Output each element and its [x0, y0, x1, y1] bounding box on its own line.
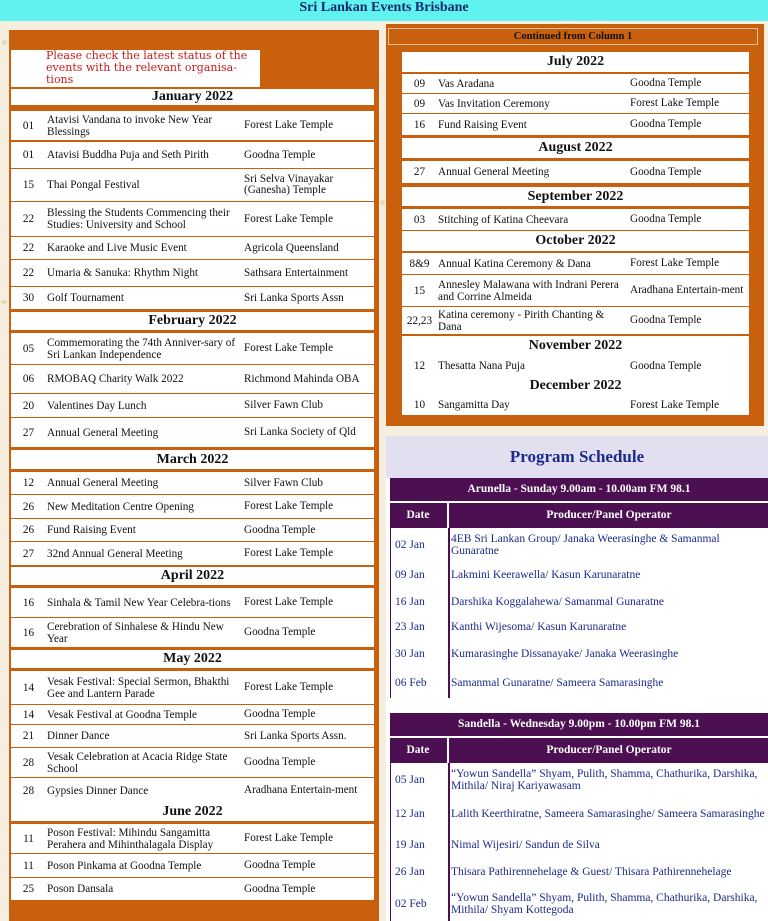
- month-heading: November 2022: [402, 336, 749, 356]
- event-date: 28: [22, 784, 35, 797]
- program-date: 02 Feb: [395, 897, 427, 910]
- program-producer: Lalith Keerthiratne, Sameera Samarasinghe/ Sameera Samarasinghe: [451, 807, 765, 820]
- event-name: Stitching of Katina Cheevara: [438, 213, 569, 226]
- event-date: 22: [22, 242, 35, 254]
- status-notice: Please check the latest status of the events with the relevant organisa-tions: [11, 50, 260, 87]
- background-speck: [2, 40, 7, 45]
- event-venue: Forest Lake Temple: [244, 500, 334, 512]
- event-date: 22: [22, 267, 35, 279]
- event-name: Vas Invitation Ceremony: [438, 97, 550, 110]
- event-name: Umaria & Sanuka: Rhythm Night: [47, 267, 199, 279]
- event-row: [11, 418, 374, 447]
- event-name: Commemorating the 74th Anniver-sary of Sri Lankan Independence: [47, 336, 236, 361]
- event-date: 14: [22, 681, 35, 694]
- event-venue: Goodna Temple: [630, 77, 702, 89]
- event-date: 11: [23, 859, 34, 872]
- program-date: 09 Jan: [395, 569, 425, 581]
- event-name: Karaoke and Live Music Event: [47, 242, 187, 254]
- month-heading: October 2022: [402, 231, 749, 251]
- program-table-body: [390, 528, 768, 698]
- event-row: [11, 142, 374, 168]
- program-date: 12 Jan: [395, 807, 425, 820]
- event-row: [11, 333, 374, 364]
- event-date: 14: [22, 708, 35, 721]
- event-venue: Forest Lake Temple: [244, 119, 334, 131]
- column-separator: [447, 503, 449, 528]
- event-date: 27: [22, 547, 35, 560]
- event-date: 11: [23, 832, 34, 845]
- event-date: 16: [413, 118, 426, 131]
- program-table-header: [390, 503, 768, 528]
- event-row: [11, 260, 374, 286]
- event-row: [402, 161, 749, 183]
- event-date: 15: [22, 179, 35, 191]
- event-venue: Goodna Temple: [244, 859, 316, 871]
- event-venue: Goodna Temple: [244, 148, 316, 161]
- event-row: [11, 748, 374, 777]
- event-name: Cerebration of Sinhalese & Hindu New Year: [47, 620, 224, 645]
- event-row: [11, 618, 374, 647]
- event-row: [11, 588, 374, 617]
- event-name: Thesatta Nana Puja: [438, 360, 525, 372]
- event-name: Vas Aradana: [438, 77, 495, 90]
- event-name: Blessing the Students Commencing their Studies: University and School: [47, 207, 230, 231]
- event-name: Gypsies Dinner Dance: [47, 784, 149, 797]
- event-venue: Silver Fawn Club: [244, 476, 323, 489]
- event-row: [11, 519, 374, 541]
- program-date: 16 Jan: [395, 595, 425, 608]
- event-venue: Agricola Queensland: [244, 241, 339, 254]
- event-venue: Forest Lake Temple: [244, 342, 334, 354]
- event-row: [11, 237, 374, 259]
- event-date: 28: [22, 756, 35, 769]
- event-venue: Goodna Temple: [244, 708, 316, 720]
- background-speck: [1, 300, 7, 304]
- event-date: 21: [22, 730, 35, 742]
- program-producer: Nimal Wijesiri/ Sandun de Silva: [451, 838, 600, 851]
- program-schedule-title: Program Schedule: [386, 436, 768, 478]
- event-venue: Forest Lake Temple: [244, 547, 334, 559]
- event-name: Thai Pongal Festival: [47, 179, 140, 191]
- event-date: 03: [413, 213, 426, 226]
- event-row: [11, 202, 374, 236]
- program-row: [391, 614, 768, 640]
- event-name: RMOBAQ Charity Walk 2022: [47, 373, 184, 385]
- event-row: [11, 824, 374, 853]
- event-date: 30: [22, 292, 35, 304]
- event-date: 22,23: [406, 314, 433, 327]
- program-producer: Thisara Pathirennehelage & Guest/ Thisara Pathirennehelage: [451, 866, 732, 878]
- event-row: [11, 778, 374, 803]
- event-venue: Goodna Temple: [630, 314, 702, 326]
- program-date: 05 Jan: [395, 773, 425, 786]
- event-venue: Sri Lanka Society of Qld: [244, 426, 356, 438]
- event-venue: Goodna Temple: [630, 359, 702, 372]
- month-heading: February 2022: [11, 312, 374, 330]
- program-block-heading: Arunella - Sunday 9.00am - 10.00am FM 98.1: [390, 478, 768, 501]
- event-name: Dinner Dance: [47, 730, 110, 742]
- event-row: [11, 542, 374, 565]
- month-heading: March 2022: [11, 450, 374, 469]
- event-name: Vesak Celebration at Acacia Ridge State School: [47, 750, 228, 775]
- event-name: 32nd Annual General Meeting: [47, 547, 183, 560]
- event-row: [402, 74, 749, 93]
- column-header-date: Date: [406, 744, 430, 756]
- month-heading: April 2022: [11, 567, 374, 585]
- event-name: Annual General Meeting: [47, 426, 159, 439]
- program-row: [391, 886, 768, 921]
- program-row: [391, 796, 768, 831]
- month-heading: August 2022: [402, 138, 749, 158]
- event-venue: Silver Fawn Club: [244, 399, 323, 411]
- event-name: Vesak Festival at Goodna Temple: [47, 708, 198, 721]
- event-date: 09: [413, 77, 426, 90]
- event-row: [11, 394, 374, 417]
- event-row: [11, 287, 374, 309]
- program-row: [391, 640, 768, 668]
- event-name: Sangamitta Day: [438, 399, 510, 411]
- event-row: [402, 209, 749, 230]
- program-date: 06 Feb: [395, 677, 427, 689]
- event-venue: Sathsara Entertainment: [244, 266, 349, 279]
- event-venue: Goodna Temple: [244, 882, 316, 895]
- event-name: Golf Tournament: [47, 292, 124, 304]
- event-row: [11, 495, 374, 518]
- event-date: 27: [22, 426, 35, 439]
- program-row: [391, 858, 768, 886]
- program-producer: “Yowun Sandella” Shyam, Pulith, Shamma, Chathurika, Darshika, Mithila/ Niraj Kariyawasam: [451, 767, 758, 792]
- event-name: Poson Festival: Mihindu Sangamitta Perahera and Mihinthalagala Display: [47, 826, 214, 851]
- event-date: 16: [22, 596, 35, 609]
- event-venue: Goodna Temple: [244, 626, 316, 638]
- program-producer: 4EB Sri Lankan Group/ Janaka Weerasinghe & Samanmal Gunaratne: [451, 532, 720, 557]
- event-date: 26: [22, 524, 35, 536]
- program-producer: Kanthi Wijesoma/ Kasun Karunaratne: [451, 621, 627, 633]
- event-row: [402, 94, 749, 113]
- event-row: [11, 169, 374, 201]
- event-row: [402, 114, 749, 135]
- event-date: 12: [413, 360, 426, 372]
- month-heading: January 2022: [11, 89, 374, 105]
- event-row: [402, 275, 749, 306]
- event-venue: Goodna Temple: [630, 213, 702, 225]
- event-name: Katina ceremony - Pirith Chanting & Dana: [438, 308, 605, 333]
- event-venue: Sri Selva Vinayakar (Ganesha) Temple: [244, 173, 334, 196]
- events-column-right: [386, 24, 764, 426]
- program-schedule: [386, 436, 768, 921]
- event-venue: Forest Lake Temple: [244, 681, 334, 693]
- event-date: 05: [22, 342, 35, 355]
- event-date: 27: [413, 166, 426, 178]
- event-venue: Aradhana Entertain-ment: [630, 284, 744, 296]
- event-name: Atavisi Vandana to invoke New Year Blessings: [47, 113, 213, 138]
- event-name: New Meditation Centre Opening: [47, 500, 194, 513]
- event-name: Annual Katina Ceremony & Dana: [438, 257, 591, 270]
- event-row: [402, 307, 749, 334]
- program-producer: Samanmal Gunaratne/ Sameera Samarasinghe: [451, 677, 664, 689]
- program-date: 02 Jan: [395, 538, 425, 551]
- program-date: 23 Jan: [395, 621, 425, 633]
- program-row: [391, 831, 768, 858]
- event-date: 22: [22, 213, 35, 225]
- program-row: [391, 763, 768, 796]
- event-row: [402, 395, 749, 415]
- event-row: [11, 671, 374, 704]
- column-header-date: Date: [406, 509, 430, 521]
- events-column-left: [9, 30, 379, 921]
- event-venue: Forest Lake Temple: [630, 398, 720, 411]
- continued-label: Continued from Column 1: [388, 28, 758, 45]
- event-date: 16: [22, 626, 35, 639]
- event-venue: Forest Lake Temple: [244, 212, 334, 225]
- event-date: 26: [22, 500, 35, 513]
- program-block-heading: Sandella - Wednesday 9.00pm - 10.00pm FM 98.1: [390, 713, 768, 736]
- event-row: [11, 725, 374, 747]
- event-venue: Forest Lake Temple: [630, 257, 720, 269]
- month-heading: July 2022: [402, 52, 749, 72]
- event-name: Annesley Malawana with Indrani Perera and Corrine Almeida: [438, 278, 619, 303]
- event-date: 25: [22, 883, 35, 895]
- event-date: 8&9: [409, 257, 430, 270]
- event-row: [11, 878, 374, 900]
- event-date: 15: [413, 284, 426, 297]
- program-producer: Lakmini Keerawella/ Kasun Karunaratne: [451, 569, 641, 581]
- event-name: Atavisi Buddha Puja and Seth Pirith: [47, 149, 209, 161]
- event-name: Poson Dansala: [47, 883, 114, 895]
- event-venue: Aradhana Entertain-ment: [244, 784, 358, 796]
- event-date: 01: [22, 119, 35, 132]
- program-date: 19 Jan: [395, 838, 425, 851]
- event-venue: Richmond Mahinda OBA: [244, 372, 360, 385]
- program-producer: Darshika Koggalahewa/ Samanmal Gunaratne: [451, 595, 664, 608]
- event-name: Annual General Meeting: [438, 166, 550, 178]
- event-venue: Sri Lanka Sports Assn.: [244, 729, 347, 742]
- event-name: Valentines Day Lunch: [47, 399, 147, 412]
- event-venue: Forest Lake Temple: [630, 97, 720, 109]
- event-row: [11, 472, 374, 494]
- month-heading: June 2022: [11, 803, 374, 821]
- event-date: 01: [22, 149, 35, 161]
- event-date: 09: [413, 97, 426, 110]
- month-heading: December 2022: [402, 376, 749, 395]
- program-producer: “Yowun Sandella” Shyam, Pulith, Shamma, Chathurika, Darshika, Mithila/ Shyam Kottegoda: [451, 891, 758, 916]
- column-separator: [447, 738, 449, 763]
- page-title: Sri Lankan Events Brisbane: [299, 0, 469, 15]
- page-banner: [0, 0, 768, 21]
- event-venue: Goodna Temple: [630, 118, 702, 130]
- event-name: Annual General Meeting: [47, 477, 159, 489]
- event-venue: Goodna Temple: [244, 756, 316, 768]
- event-date: 20: [22, 399, 35, 412]
- event-row: [11, 705, 374, 724]
- event-name: Sinhala & Tamil New Year Celebra-tions: [47, 596, 231, 609]
- event-row: [11, 111, 374, 140]
- event-venue: Forest Lake Temple: [244, 596, 334, 608]
- event-name: Fund Raising Event: [47, 524, 136, 536]
- event-venue: Goodna Temple: [244, 523, 316, 536]
- program-row: [391, 528, 768, 561]
- event-date: 10: [413, 399, 426, 411]
- event-date: 06: [22, 373, 35, 385]
- month-heading: May 2022: [11, 650, 374, 668]
- event-row: [402, 253, 749, 274]
- column-header-producer: Producer/Panel Operator: [546, 509, 672, 521]
- background-speck: [380, 200, 385, 205]
- program-producer: Kumarasinghe Dissanayake/ Janaka Weerasinghe: [451, 648, 679, 660]
- program-date: 26 Jan: [395, 866, 425, 878]
- program-table-header: [390, 738, 768, 763]
- event-name: Vesak Festival: Special Sermon, Bhakthi Gee and Lantern Parade: [47, 675, 230, 700]
- event-row: [11, 365, 374, 393]
- event-name: Poson Pinkama at Goodna Temple: [47, 859, 202, 872]
- program-table-body: [390, 763, 768, 921]
- program-date: 30 Jan: [395, 648, 425, 660]
- month-heading: September 2022: [402, 187, 749, 206]
- event-venue: Goodna Temple: [630, 165, 702, 178]
- program-row: [391, 589, 768, 614]
- event-name: Fund Raising Event: [438, 118, 527, 131]
- event-date: 12: [22, 477, 35, 489]
- column-header-producer: Producer/Panel Operator: [546, 744, 672, 756]
- event-row: [11, 854, 374, 877]
- event-venue: Forest Lake Temple: [244, 832, 334, 844]
- event-venue: Sri Lanka Sports Assn: [244, 291, 344, 304]
- event-row: [402, 356, 749, 376]
- program-row: [391, 668, 768, 698]
- program-row: [391, 561, 768, 589]
